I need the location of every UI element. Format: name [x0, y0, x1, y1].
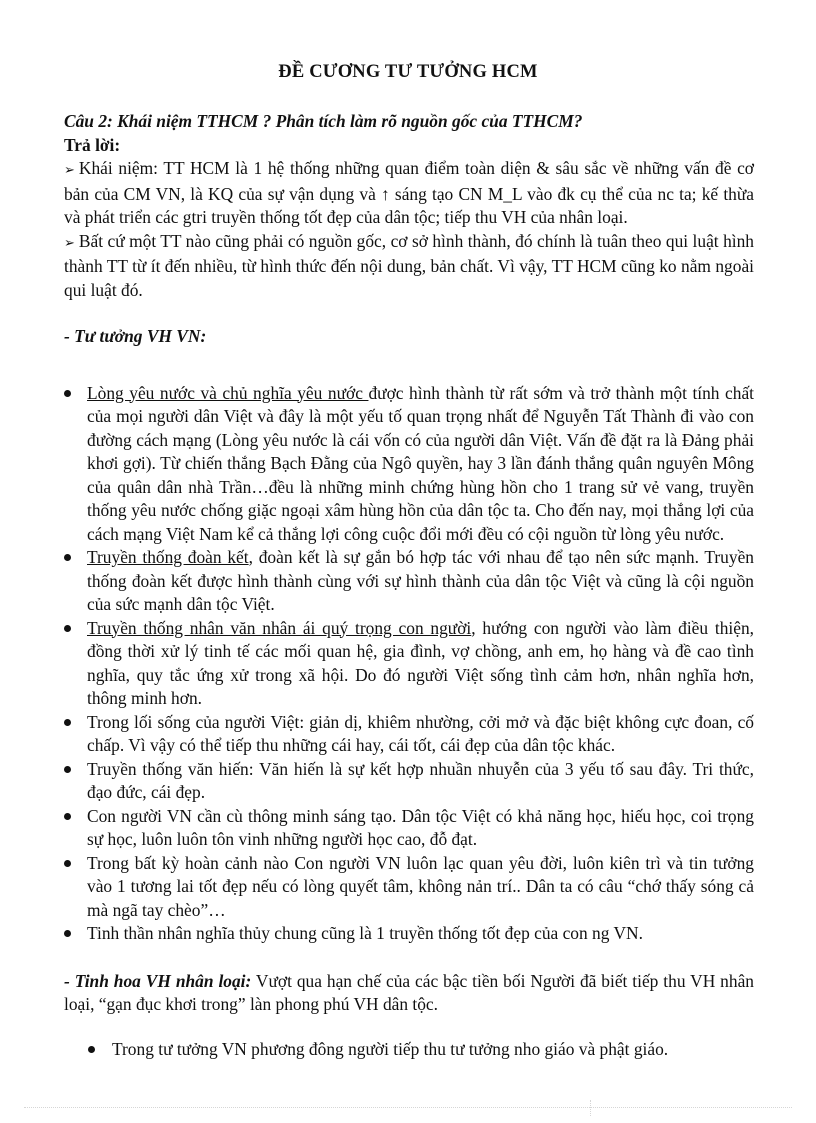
- list-item: [64, 546, 754, 617]
- list-item-underlined: Truyền thống đoàn kết: [87, 547, 249, 567]
- bullet-dot-icon: [64, 860, 71, 867]
- document-title: ĐỀ CƯƠNG TƯ TƯỞNG HCM: [278, 62, 538, 82]
- bullet-dot-icon: [64, 930, 71, 937]
- bullet-list-human-culture: [64, 1038, 754, 1062]
- arrow-bullet-icon: ➢: [64, 163, 75, 178]
- document-body: [64, 110, 754, 1061]
- list-item-text: Truyền thống văn hiến: Văn hiến là sự kết hợp nhuần nhuyễn của 3 yếu tố sau đây. Tri thức, đạo đức, cái đẹp.: [87, 758, 754, 802]
- list-item: [64, 758, 754, 805]
- list-item: [64, 1038, 754, 1062]
- bullet-dot-icon: [64, 625, 71, 632]
- question-heading: Câu 2: Khái niệm TTHCM ? Phân tích làm rõ nguồn gốc của TTHCM?: [64, 111, 583, 131]
- arrow-bullet-icon: ➢: [64, 235, 75, 251]
- list-item: [64, 852, 754, 923]
- list-item: [64, 922, 754, 946]
- bullet-dot-icon: [88, 1046, 95, 1053]
- paragraph-origin: [64, 230, 754, 303]
- list-item: [64, 711, 754, 758]
- list-item-text: Con người VN cần cù thông minh sáng tạo. Dân tộc Việt có khả năng học, hiếu học, coi trọng sự học, luôn luôn tôn vinh những người học cao, đỗ đạt.: [87, 805, 754, 849]
- list-item-text: Tinh thần nhân nghĩa thủy chung cũng là 1 truyền thống tốt đẹp của con ng VN.: [87, 923, 643, 943]
- list-item-text: Trong tư tưởng VN phương đông người tiếp thu tư tưởng nho giáo và phật giáo.: [112, 1038, 669, 1059]
- list-item-text: , hướng con người vào làm điều thiện, đồng thời xử lý tinh tế các mối quan hệ, gia đình, vợ chồng, anh em, họ hàng và đề cao tình nghĩa, quy tắc ứng xử trong xã hội. Do đó người Việt sống tình cảm hơn, nhân nghĩa hơn, thông minh hơn.: [87, 617, 754, 708]
- bullet-list-vn-culture: [64, 382, 754, 946]
- page-footer-divider: [24, 1107, 792, 1108]
- bullet-dot-icon: [64, 719, 71, 726]
- list-item-text: , đoàn kết là sự gắn bó hợp tác với nhau để tạo nên sức mạnh. Truyền thống đoàn kết được hình thành cùng với sự hình thành của dân tộc Việt và cũng là cội nguồn của sức mạnh dân tộc Việt.: [87, 547, 754, 614]
- list-item-text: Trong lối sống của người Việt: giản dị, khiêm nhường, cởi mở và đặc biệt không cực đoan, cố chấp. Vì vậy có thể tiếp thu những cái hay, cái tốt, cái đẹp của dân tộc khác.: [87, 711, 754, 755]
- page-footer-mark: [590, 1100, 591, 1116]
- bullet-dot-icon: [64, 813, 71, 820]
- bullet-dot-icon: [64, 766, 71, 773]
- section-title-human-culture: - Tinh hoa VH nhân loại:: [64, 970, 252, 991]
- section-title-vn-culture: - Tư tưởng VH VN:: [64, 326, 207, 346]
- list-item: [64, 382, 754, 547]
- list-item-text: được hình thành từ rất sớm và trở thành một tính chất của mọi người dân Việt và đây là một yếu tố quan trọng nhất để Nguyễn Tất Thành đi vào con đường cách mạng (Lòng yêu nước là cái vốn có của người dân Việt. Vấn đề đặt ra là Đảng phải khơi gợi). Từ chiến thắng Bạch Đằng của Ngô quyền, hay 3 lần đánh thắng quân nguyên Mông của quân dân nhà Trần…đều là những minh chứng hùng hồn cho 1 trang sử vẻ vang, truyền thống yêu nước chống giặc ngoại xâm hùng hồn của dân tộc ta. Cho đến nay, mọi thắng lợi của cách mạng Việt Nam kể cả thắng lợi công cuộc đổi mới đều có cội nguồn từ lòng yêu nước.: [87, 382, 754, 544]
- bullet-dot-icon: [64, 554, 71, 561]
- paragraph-text: Khái niệm: TT HCM là 1 hệ thống những quan điểm toàn diện & sâu sắc về những vấn đề cơ bản của CM VN, là KQ của sự vận dụng và ↑ sáng tạo CN M_L vào đk cụ thể của nc ta; kế thừa và phát triển các gtri truyền thống tốt đẹp của dân tộc; tiếp thu VH của nhân loại.: [64, 158, 754, 227]
- paragraph-text: Bất cứ một TT nào cũng phải có nguồn gốc, cơ sở hình thành, đó chính là tuân theo qui luật hình thành TT từ ít đến nhiều, từ hình thức đến nội dung, bản chất. Vì vậy, TT HCM cũng ko nằm ngoài qui luật đó.: [64, 230, 754, 300]
- paragraph-human-culture: [64, 970, 754, 1017]
- bullet-dot-icon: [64, 390, 71, 397]
- list-item-underlined: Truyền thống nhân văn nhân ái quý trọng con người: [87, 617, 472, 638]
- list-item-text: Trong bất kỳ hoàn cảnh nào Con người VN luôn lạc quan yêu đời, luôn kiên trì và tin tưởng vào 1 tương lai tốt đẹp nếu có lòng quyết tâm, không nản trí.. Dân ta có câu “chớ thấy sóng cả mà ngã tay chèo”…: [87, 852, 754, 920]
- list-item: [64, 805, 754, 852]
- paragraph-definition: [64, 157, 754, 230]
- paragraph-text: Vượt qua hạn chế của các bậc tiền bối Người đã biết tiếp thu VH nhân loại, “gạn đục khơi trong” làn phong phú VH dân tộc.: [64, 970, 754, 1014]
- answer-label: Trả lời:: [64, 134, 121, 155]
- list-item: [64, 617, 754, 711]
- list-item-underlined: Lòng yêu nước và chủ nghĩa yêu nước: [87, 382, 369, 403]
